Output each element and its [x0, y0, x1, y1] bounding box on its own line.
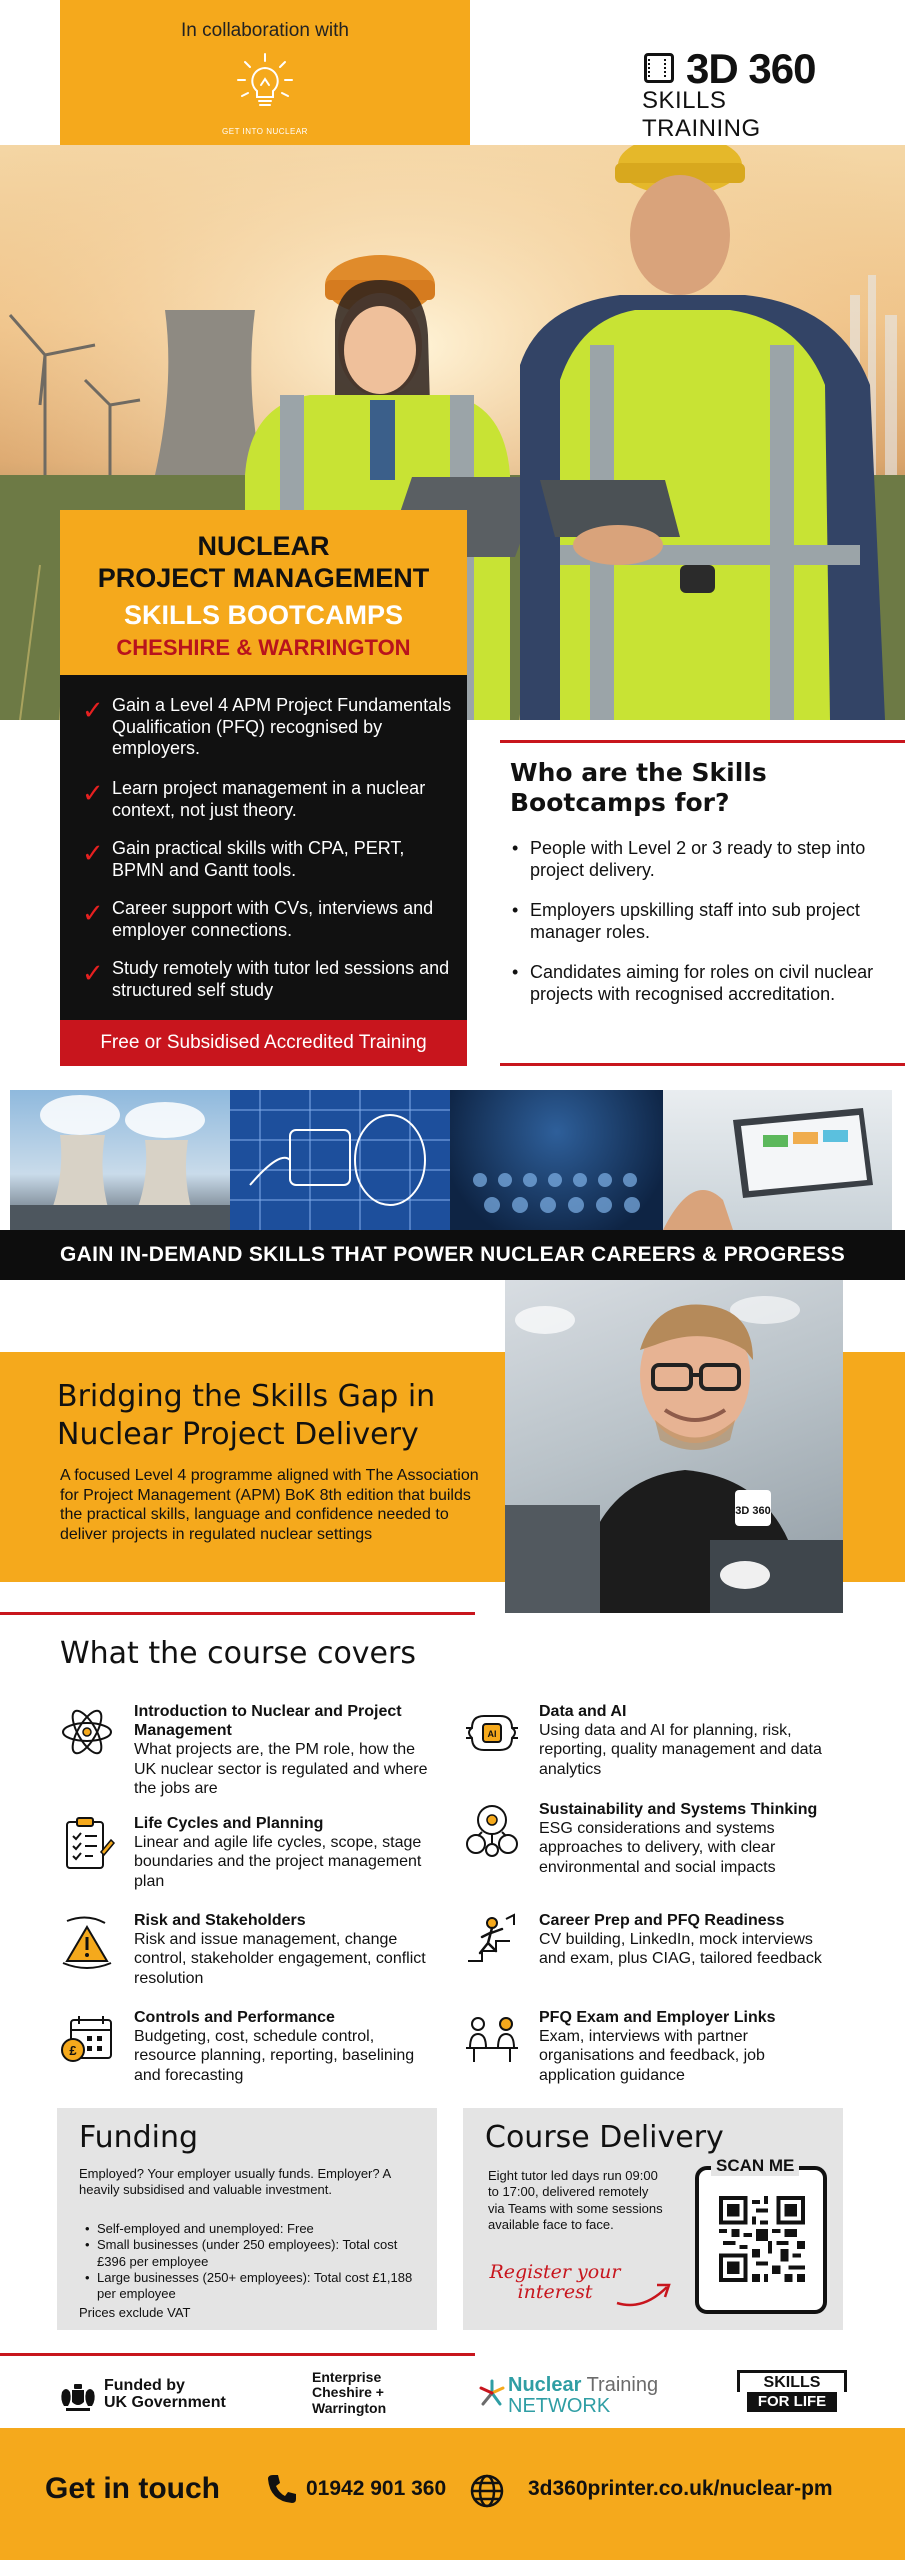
- benefit-text: Gain a Level 4 APM Project Fundamentals Qualification (PFQ) recognised by employers.: [112, 695, 452, 759]
- register-interest-text[interactable]: Register your interest: [489, 2261, 621, 2303]
- blueprint-illustration: [230, 1090, 450, 1230]
- scan-me-label: SCAN ME: [711, 2156, 799, 2176]
- funding-title: Funding: [79, 2120, 199, 2155]
- lightbulb-icon: [230, 50, 300, 120]
- sfl-for-life-text: FOR LIFE: [747, 2392, 837, 2412]
- topic-description: Using data and AI for planning, risk, reporting, quality management and data analytics: [539, 1722, 822, 1778]
- topic-description: Exam, interviews with partner organisations and feedback, job application guidance: [539, 2028, 765, 2084]
- trainer-illustration: [505, 1280, 843, 1613]
- skills-for-life-logo: [737, 2370, 847, 2414]
- collaboration-logo-caption: GET INTO NUCLEAR: [222, 127, 308, 136]
- delivery-title: Course Delivery: [485, 2120, 724, 2155]
- funding-intro: Employed? Your employer usually funds. Employer? A heavily subsidised and valuable investment.: [79, 2166, 391, 2198]
- topic-heading: Life Cycles and Planning: [134, 1815, 324, 1832]
- free-training-strip: Free or Subsidised Accredited Training: [60, 1020, 467, 1066]
- royal-crest-icon: [60, 2380, 96, 2412]
- funding-list: [97, 2221, 427, 2302]
- divider-line: [0, 1612, 475, 1615]
- enterprise-cheshire-warrington-logo: [312, 2370, 386, 2416]
- blueprint-photo: [230, 1090, 450, 1230]
- globe-icon: [469, 2473, 505, 2509]
- qr-code-icon[interactable]: [719, 2196, 805, 2282]
- who-list-item: • Candidates aiming for roles on civil nuclear projects with recognised accreditation.: [530, 962, 880, 1005]
- ntn-network-text: NETWORK: [508, 2395, 611, 2417]
- benefit-item: [82, 838, 452, 881]
- benefit-item: [82, 958, 452, 1001]
- brand-logo: [640, 45, 850, 142]
- bridging-body: A focused Level 4 programme aligned with The Association for Project Management (APM) BoK 8th edition that builds the practical skills, language and confidence needed to deliver projects in regulated nuclear settings: [60, 1467, 479, 1543]
- qr-code-frame[interactable]: [695, 2156, 827, 2314]
- checkmark-icon: ✓: [82, 838, 104, 868]
- checkmark-icon: ✓: [82, 958, 104, 988]
- topic-heading: Risk and Stakeholders: [134, 1912, 306, 1929]
- delivery-panel: [463, 2108, 843, 2330]
- get-in-touch-label: Get in touch: [45, 2472, 220, 2505]
- brand-tagline: SKILLS TRAINING: [642, 87, 761, 142]
- fuel-rods-illustration: [450, 1090, 663, 1230]
- sustainability-icon: [462, 1800, 522, 1860]
- title-line-nuclear: NUCLEAR: [197, 531, 330, 561]
- svg-text:£: £: [69, 2043, 77, 2058]
- topic-heading: Sustainability and Systems Thinking: [539, 1801, 818, 1818]
- ntn-training-text: Training: [581, 2374, 659, 2396]
- benefit-text: Learn project management in a nuclear context, not just theory.: [112, 778, 426, 820]
- partner-logos: [0, 2350, 905, 2430]
- funding-item: • Large businesses (250+ employees): Total cost £1,188 per employee: [97, 2270, 427, 2303]
- benefit-text: Study remotely with tutor led sessions and structured self study: [112, 958, 450, 1000]
- ai-chip-icon: [462, 1702, 522, 1762]
- laptop-desk-photo: [663, 1090, 892, 1230]
- checkmark-icon: ✓: [82, 695, 104, 725]
- arrow-right-icon: [613, 2273, 673, 2313]
- website-link[interactable]: 3d360printer.co.uk/nuclear-pm: [528, 2477, 833, 2500]
- fuel-rods-photo: [450, 1090, 663, 1230]
- svg-text:AI: AI: [487, 1729, 497, 1739]
- trainer-photo: [505, 1280, 843, 1613]
- topic-heading: Career Prep and PFQ Readiness: [539, 1912, 785, 1929]
- topic-description: CV building, LinkedIn, mock interviews and exam, plus CIAG, tailored feedback: [539, 1931, 822, 1968]
- bridging-title: Bridging the Skills Gap in Nuclear Project Delivery: [57, 1379, 436, 1452]
- funding-item: • Self-employed and unemployed: Free: [97, 2221, 427, 2237]
- who-list-item: • People with Level 2 or 3 ready to step into project delivery.: [530, 838, 880, 881]
- collaboration-panel: [60, 0, 470, 145]
- title-line-project-management: PROJECT MANAGEMENT: [97, 563, 430, 594]
- who-list-item: • Employers upskilling staff into sub project manager roles.: [530, 900, 880, 943]
- phone-number[interactable]: 01942 901 360: [306, 2477, 447, 2500]
- risk-warning-icon: [57, 1911, 117, 1971]
- divider-line: [500, 740, 905, 743]
- topic-description: Linear and agile life cycles, scope, stage boundaries and the project management plan: [134, 1834, 422, 1890]
- phone-icon: [265, 2472, 299, 2506]
- topic-description: ESG considerations and systems approaches to delivery, with clear environmental and social impacts: [539, 1820, 776, 1876]
- laptop-illustration: [663, 1090, 892, 1230]
- power-station-photo: [10, 1090, 230, 1230]
- who-title: Who are the Skills Bootcamps for?: [510, 758, 767, 817]
- delivery-text: Eight tutor led days run 09:00 to 17:00, delivered remotely via Teams with some sessions available face to face.: [488, 2168, 663, 2232]
- course-title-panel: [60, 510, 467, 675]
- clipboard-icon: [57, 1814, 117, 1874]
- shirt-badge: 3D 360: [735, 1505, 771, 1517]
- film-strip-icon: [644, 53, 674, 83]
- ecw-line: Warrington: [312, 2399, 387, 2416]
- divider-line: [500, 1063, 905, 1066]
- topic-heading: Data and AI: [539, 1703, 627, 1720]
- career-climb-icon: [462, 1911, 522, 1971]
- calendar-money-icon: [57, 2008, 117, 2068]
- funded-by-text: Funded by: [104, 2377, 185, 2394]
- topic-heading: PFQ Exam and Employer Links: [539, 2009, 776, 2026]
- image-strip: [10, 1090, 892, 1230]
- benefit-item: [82, 695, 452, 760]
- benefits-panel: [60, 675, 467, 1020]
- vat-note: Prices exclude VAT: [79, 2305, 191, 2320]
- title-line-skills-bootcamps: SKILLS BOOTCAMPS: [123, 599, 403, 630]
- network-star-icon: [478, 2379, 506, 2407]
- benefit-text: Gain practical skills with CPA, PERT, BPMN and Gantt tools.: [112, 838, 405, 880]
- power-station-illustration: [10, 1090, 230, 1230]
- benefit-text: Career support with CVs, interviews and employer connections.: [112, 898, 434, 940]
- title-line-location: CHESHIRE & WARRINGTON: [116, 635, 411, 661]
- checkmark-icon: ✓: [82, 778, 104, 808]
- benefit-item: [82, 898, 452, 941]
- topic-description: Risk and issue management, change control, stakeholder engagement, conflict resolution: [134, 1931, 426, 1987]
- topic-heading: Controls and Performance: [134, 2009, 335, 2026]
- topic-description: Budgeting, cost, schedule control, resource planning, reporting, baselining and forecasting: [134, 2028, 415, 2084]
- uk-government-text: UK Government: [104, 2393, 226, 2411]
- checkmark-icon: ✓: [82, 898, 104, 928]
- headline-banner: GAIN IN-DEMAND SKILLS THAT POWER NUCLEAR CAREERS & PROGRESS: [0, 1230, 905, 1280]
- funding-panel: [57, 2108, 437, 2330]
- sfl-skills-text: SKILLS: [737, 2370, 847, 2392]
- who-list: [530, 838, 880, 1025]
- contact-bar: [0, 2428, 905, 2560]
- interview-icon: [462, 2008, 522, 2068]
- atom-icon: [57, 1702, 117, 1762]
- benefit-item: [82, 778, 452, 821]
- ntn-nuclear-text: Nuclear: [508, 2374, 582, 2396]
- collaboration-text: In collaboration with: [181, 20, 349, 41]
- topic-heading: Introduction to Nuclear and Project Management: [134, 1703, 402, 1740]
- ecw-line: Cheshire +: [312, 2384, 384, 2401]
- funding-item: • Small businesses (under 250 employees): Total cost £396 per employee: [97, 2237, 427, 2270]
- ecw-line: Enterprise: [312, 2369, 382, 2385]
- covers-title: What the course covers: [60, 1636, 416, 1671]
- brand-name: 3D 360: [686, 45, 816, 92]
- topic-description: What projects are, the PM role, how the UK nuclear sector is regulated and where the jobs are: [134, 1741, 428, 1797]
